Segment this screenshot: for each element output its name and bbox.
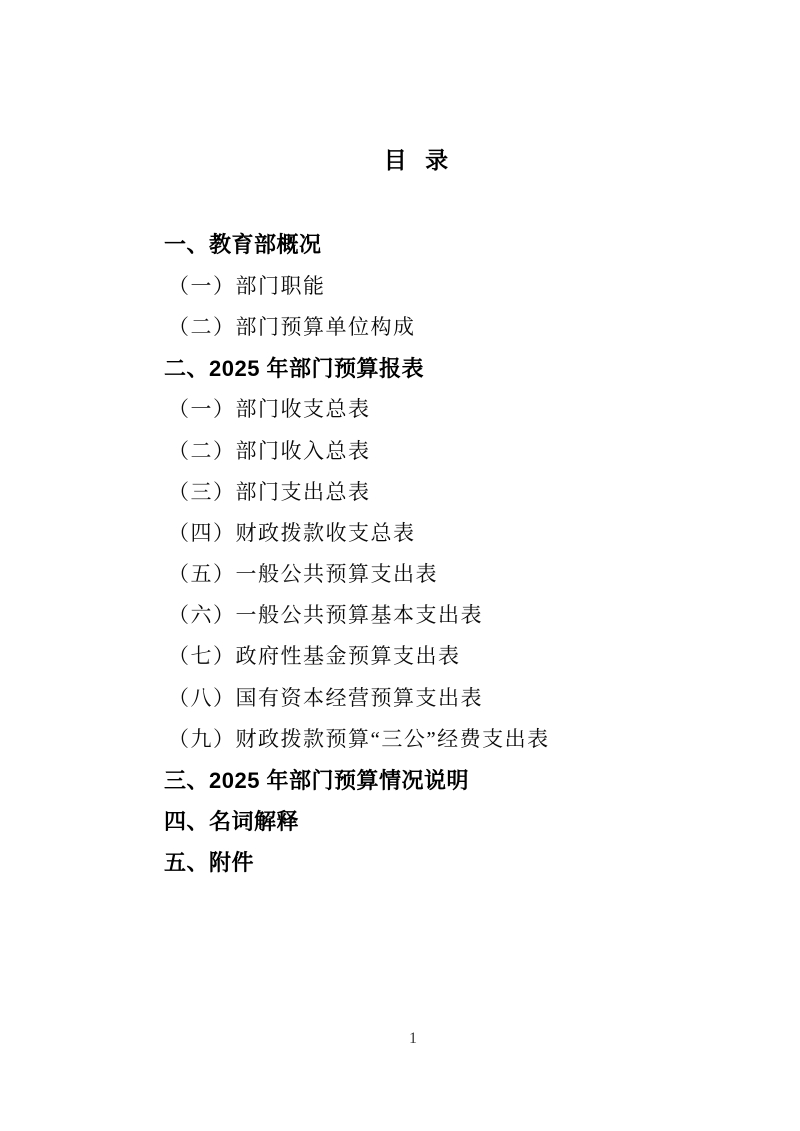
toc-item-fiscal-allocation: （四）财政拨款收支总表 bbox=[168, 520, 416, 545]
page-title: 目 录 bbox=[383, 147, 455, 173]
toc-item-expense: （三）部门支出总表 bbox=[168, 479, 371, 504]
toc-item-functions: （一）部门职能 bbox=[168, 273, 326, 298]
toc-item-income: （二）部门收入总表 bbox=[168, 438, 371, 463]
toc-item-state-capital: （八）国有资本经营预算支出表 bbox=[168, 685, 483, 710]
toc-item-glossary: 四、名词解释 bbox=[164, 808, 300, 834]
toc-item-budget-units: （二）部门预算单位构成 bbox=[168, 314, 416, 339]
toc-item-gov-fund: （七）政府性基金预算支出表 bbox=[168, 644, 461, 669]
toc-item-overview: 一、教育部概况 bbox=[164, 232, 322, 258]
toc-item-budget-tables: 二、2025 年部门预算报表 bbox=[164, 355, 425, 381]
page-number: 1 bbox=[409, 1030, 417, 1047]
toc-item-public-budget-basic: （六）一般公共预算基本支出表 bbox=[168, 603, 483, 628]
toc-item-three-public: （九）财政拨款预算“三公”经费支出表 bbox=[168, 726, 550, 751]
toc-item-public-budget: （五）一般公共预算支出表 bbox=[168, 562, 438, 587]
toc-item-income-expense: （一）部门收支总表 bbox=[168, 397, 371, 422]
toc-item-attachments: 五、附件 bbox=[164, 849, 255, 875]
toc-item-budget-notes: 三、2025 年部门预算情况说明 bbox=[164, 767, 470, 793]
table-of-contents bbox=[164, 223, 740, 882]
